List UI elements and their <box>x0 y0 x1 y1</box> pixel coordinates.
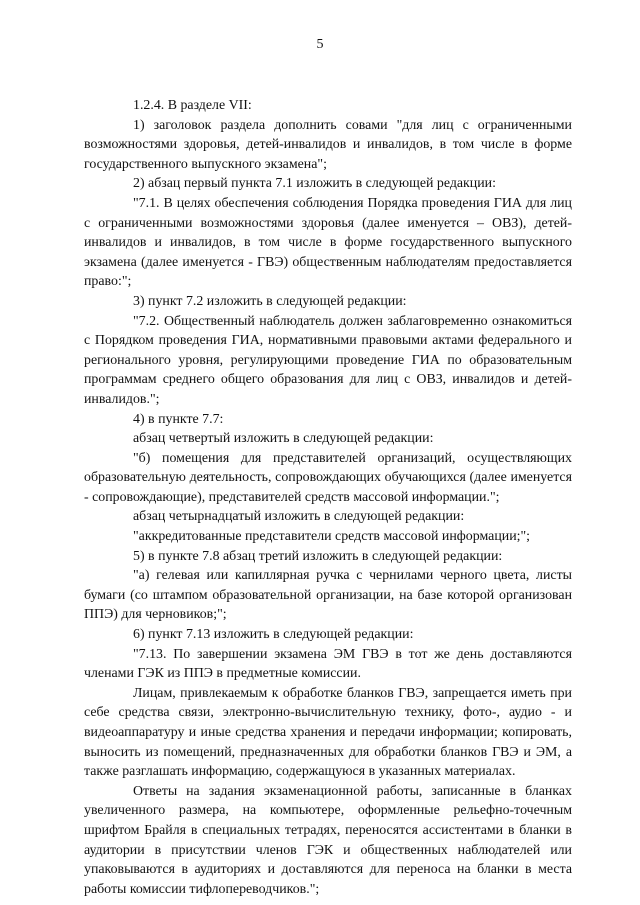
paragraph: 1) заголовок раздела дополнить совами "для лиц с ограниченными возможностями здоровья, детей-инвалидов и инвалидов, в том числе в форме государственного выпускного экзамена"; <box>84 117 572 172</box>
paragraph: 6) пункт 7.13 изложить в следующей редакции: <box>133 627 414 643</box>
paragraph: абзац четырнадцатый изложить в следующей редакции: <box>133 509 465 525</box>
document-body <box>84 96 572 899</box>
paragraph: "7.1. В целях обеспечения соблюдения Порядка проведения ГИА для лиц с ограниченными возможностями здоровья (далее именуется – ОВЗ), детей-инвалидов и инвалидов, в том числе в форме государственного выпускного экзамена (далее именуется - ГВЭ) общественным наблюдателям предоставляется право:"; <box>84 195 572 290</box>
paragraph: абзац четвертый изложить в следующей редакции: <box>133 431 434 447</box>
paragraph: 3) пункт 7.2 изложить в следующей редакции: <box>133 293 407 309</box>
paragraph: "а) гелевая или капиллярная ручка с чернилами черного цвета, листы бумаги (со штампом образовательной организации, на базе которой организован ППЭ) для черновиков;"; <box>84 568 572 623</box>
paragraph: "7.2. Общественный наблюдатель должен заблаговременно ознакомиться с Порядком проведения ГИА, нормативными правовыми актами федерального и регионального уровня, регулирующими проведение ГИА по образовательным программам среднего общего образования для лиц с ОВЗ, инвалидов и детей-инвалидов."; <box>84 313 572 407</box>
paragraph: Лицам, привлекаемым к обработке бланков ГВЭ, запрещается иметь при себе средства связи, электронно-вычислительную технику, фото-, аудио - и видеоаппаратуру и иные средства хранения и передачи информации; копировать, выносить из помещений, предназначенных для обработки бланков ГВЭ и ЭМ, а также разглашать информацию, содержащуюся в указанных материалах. <box>84 685 572 780</box>
paragraph: "аккредитованные представители средств массовой информации;"; <box>133 529 531 545</box>
paragraph: Ответы на задания экзаменационной работы, записанные в бланках увеличенного размера, на компьютере, оформленные рельефно-точечным шрифтом Брайля в специальных тетрадях, переносятся ассистентами в бланки в аудитории в присутствии членов ГЭК и общественных наблюдателей или упаковываются в аудиториях и доставляются для переноса на бланки в места работы комиссии тифлопереводчиков."; <box>84 783 572 897</box>
paragraph: 2) абзац первый пункта 7.1 изложить в следующей редакции: <box>133 176 496 192</box>
page-number: 5 <box>316 37 324 52</box>
paragraph: 4) в пункте 7.7: <box>133 411 224 427</box>
paragraph: 1.2.4. В разделе VII: <box>133 98 252 113</box>
paragraph: 5) в пункте 7.8 абзац третий изложить в следующей редакции: <box>133 548 503 564</box>
paragraph: "б) помещения для представителей организаций, осуществляющих образовательную деятельность, сопровождающих обучающихся (далее именуется - сопровождающие), представителей средств массовой информации."; <box>84 450 572 505</box>
paragraph: "7.13. По завершении экзамена ЭМ ГВЭ в тот же день доставляются членами ГЭК из ППЭ в предметные комиссии. <box>84 646 572 682</box>
